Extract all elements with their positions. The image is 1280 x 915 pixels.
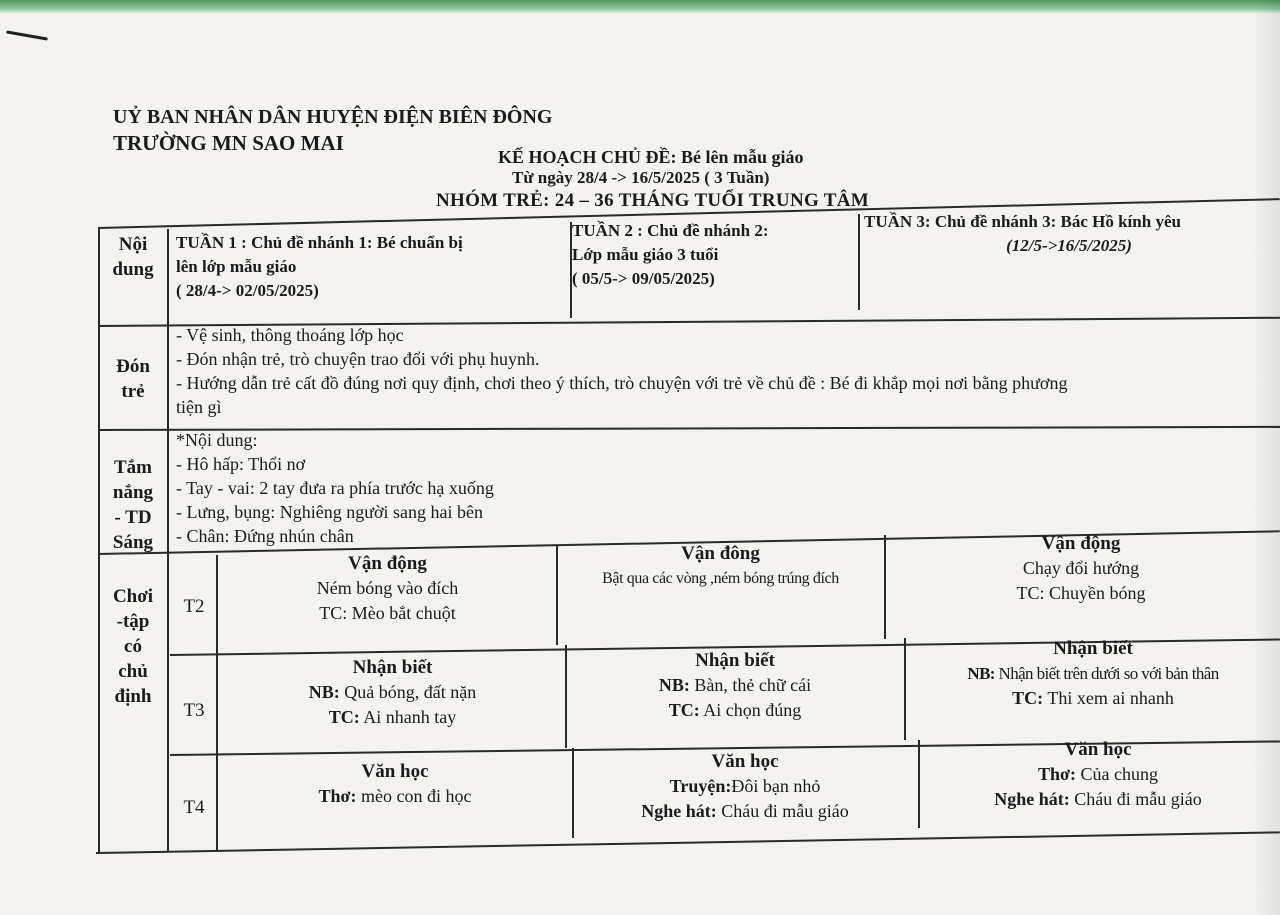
activity-cell [886, 531, 1276, 606]
content-line: - Vệ sinh, thông thoáng lớp học [176, 325, 404, 345]
week-2-subtitle: Lớp mẫu giáo 3 tuổi [572, 245, 719, 264]
week-2-title: TUẦN 2 : Chủ đề nhánh 2: [572, 221, 769, 240]
week-1-subtitle: lên lớp mẫu giáo [176, 257, 297, 276]
activity-cell [558, 541, 883, 591]
activity-value: Cháu đi mẫu giáo [716, 801, 849, 821]
activity-key: TC: [1012, 688, 1044, 708]
col-header-content [100, 232, 166, 282]
activity-line [920, 787, 1276, 812]
activity-title: Vận đông [681, 543, 760, 564]
activity-value: Bàn, thẻ chữ cái [689, 675, 812, 695]
plan-dates: Từ ngày 28/4 -> 16/5/2025 ( 3 Tuần) [512, 168, 770, 187]
week-1-header [176, 231, 568, 303]
table-border-bottom [96, 831, 1280, 854]
activity-cell [906, 636, 1280, 711]
row-label-line: chủ [118, 661, 148, 682]
row-label-tam-nang [100, 455, 166, 555]
day-label: T4 [183, 797, 205, 818]
activity-title: Vận động [1041, 533, 1121, 554]
tam-nang-content [176, 428, 976, 548]
activity-key: Nghe hát: [641, 801, 717, 821]
activity-line [574, 799, 916, 824]
school-name: TRƯỜNG MN SAO MAI [113, 131, 344, 155]
activity-value: Ai nhanh tay [359, 707, 457, 727]
col-header-line: Nội [118, 234, 148, 255]
activity-title: Vận động [348, 553, 427, 574]
week-3-dates: (12/5->16/5/2025) [1006, 236, 1132, 255]
activity-line [567, 673, 903, 698]
content-line: - Chân: Đứng nhún chân [176, 526, 354, 546]
week-3-header [864, 210, 1274, 258]
content-line: *Nội dung: [176, 430, 258, 450]
content-line: - Lưng, bụng: Nghiêng người sang hai bên [176, 502, 483, 522]
week-2-header [572, 219, 857, 291]
activity-title: Văn học [361, 761, 429, 782]
activity-value: Nhận biết trên dưới so với bản thân [994, 664, 1219, 683]
activity-key: NB: [967, 664, 995, 683]
row-label-line: - TD [114, 507, 152, 528]
activity-key: Nghe hát: [994, 789, 1070, 809]
pen-mark [6, 30, 48, 40]
col-divider [858, 214, 860, 310]
content-line: - Hô hấp: Thổi nơ [176, 454, 306, 474]
activity-key: NB: [308, 682, 340, 702]
day-label: T2 [183, 596, 205, 617]
activity-line [220, 680, 565, 705]
col-header-line: dung [112, 259, 154, 280]
activity-cell [920, 737, 1276, 812]
week-3-title: TUẦN 3: Chủ đề nhánh 3: Bác Hồ kính yêu [864, 212, 1181, 231]
activity-cell [220, 551, 555, 626]
week-1-dates: ( 28/4-> 02/05/2025) [176, 281, 319, 300]
activity-title: Nhận biết [695, 650, 775, 671]
col-divider [167, 229, 169, 852]
activity-line: Ném bóng vào đích [316, 578, 459, 598]
activity-cell [574, 749, 916, 824]
activity-title: Nhận biết [352, 657, 433, 678]
activity-line [567, 698, 903, 723]
row-label-line: -tập [116, 611, 150, 632]
row-label-line: Tắm [114, 457, 152, 478]
activity-value: Đôi bạn nhỏ [731, 776, 821, 796]
row-label-line: Sáng [112, 532, 154, 553]
page-top-edge [0, 0, 1280, 14]
row-label-choi-tap [100, 584, 166, 709]
activity-cell [567, 648, 903, 723]
activity-line: TC: Mèo bắt chuột [319, 603, 456, 623]
content-line: - Đón nhận trẻ, trò chuyện trao đổi với phụ huynh. [176, 349, 540, 369]
activity-line [906, 686, 1280, 711]
row-label-line: Đón [116, 356, 150, 377]
activity-title: Văn học [711, 751, 779, 772]
activity-line [574, 774, 916, 799]
don-tre-content [176, 323, 1280, 419]
activity-key: TC: [668, 700, 700, 720]
content-line: - Tay - vai: 2 tay đưa ra phía trước hạ xuống [176, 478, 494, 498]
activity-cell [220, 655, 565, 730]
activity-key: Truyện: [669, 776, 732, 796]
group-title: NHÓM TRẺ: 24 – 36 THÁNG TUỔI TRUNG TÂM [436, 190, 869, 211]
activity-value: mèo con đi học [356, 786, 472, 806]
activity-title: Nhận biết [1053, 638, 1133, 659]
activity-line: Bật qua các vòng ,ném bóng trúng đích [602, 570, 839, 587]
activity-key: Thơ: [1038, 764, 1076, 784]
week-1-title: TUẦN 1 : Chủ đề nhánh 1: Bé chuẩn bị [176, 233, 463, 252]
activity-line: Chạy đổi hướng [1022, 558, 1140, 578]
activity-line [220, 784, 570, 809]
row-label-line: Chơi [112, 586, 154, 607]
row-label-line: có [124, 636, 142, 657]
activity-value: Ai chọn đúng [699, 700, 802, 720]
activity-value: Cháu đi mẫu giáo [1069, 789, 1202, 809]
activity-value: Của chung [1076, 764, 1158, 784]
week-2-dates: ( 05/5-> 09/05/2025) [572, 269, 715, 288]
activity-key: Thơ: [318, 786, 357, 806]
organization-name: UỶ BAN NHÂN DÂN HUYỆN ĐIỆN BIÊN ĐÔNG [113, 106, 553, 128]
activity-value: Thi xem ai nhanh [1043, 688, 1174, 708]
row-label-line: nắng [112, 482, 154, 503]
row-label-line: trẻ [121, 381, 145, 402]
activity-line [906, 661, 1280, 686]
activity-line [920, 762, 1276, 787]
content-line: tiện gì [176, 397, 222, 417]
row-label-don-tre [100, 354, 166, 404]
activity-key: TC: [328, 707, 360, 727]
plan-title: KẾ HOẠCH CHỦ ĐỀ: Bé lên mẫu giáo [498, 147, 804, 167]
activity-line: TC: Chuyền bóng [1016, 583, 1146, 603]
row-label-line: định [114, 686, 152, 707]
content-line: - Hướng dẫn trẻ cất đồ đúng nơi quy định, chơi theo ý thích, trò chuyện với trẻ về chủ đề : Bé đi khắp mọi nơi bằng phương [176, 373, 1068, 393]
activity-title: Văn học [1064, 739, 1132, 760]
day-label: T3 [183, 700, 205, 721]
activity-key: NB: [658, 675, 690, 695]
activity-cell [220, 759, 570, 809]
activity-value: Quả bóng, đất nặn [339, 682, 477, 702]
activity-line [220, 705, 565, 730]
